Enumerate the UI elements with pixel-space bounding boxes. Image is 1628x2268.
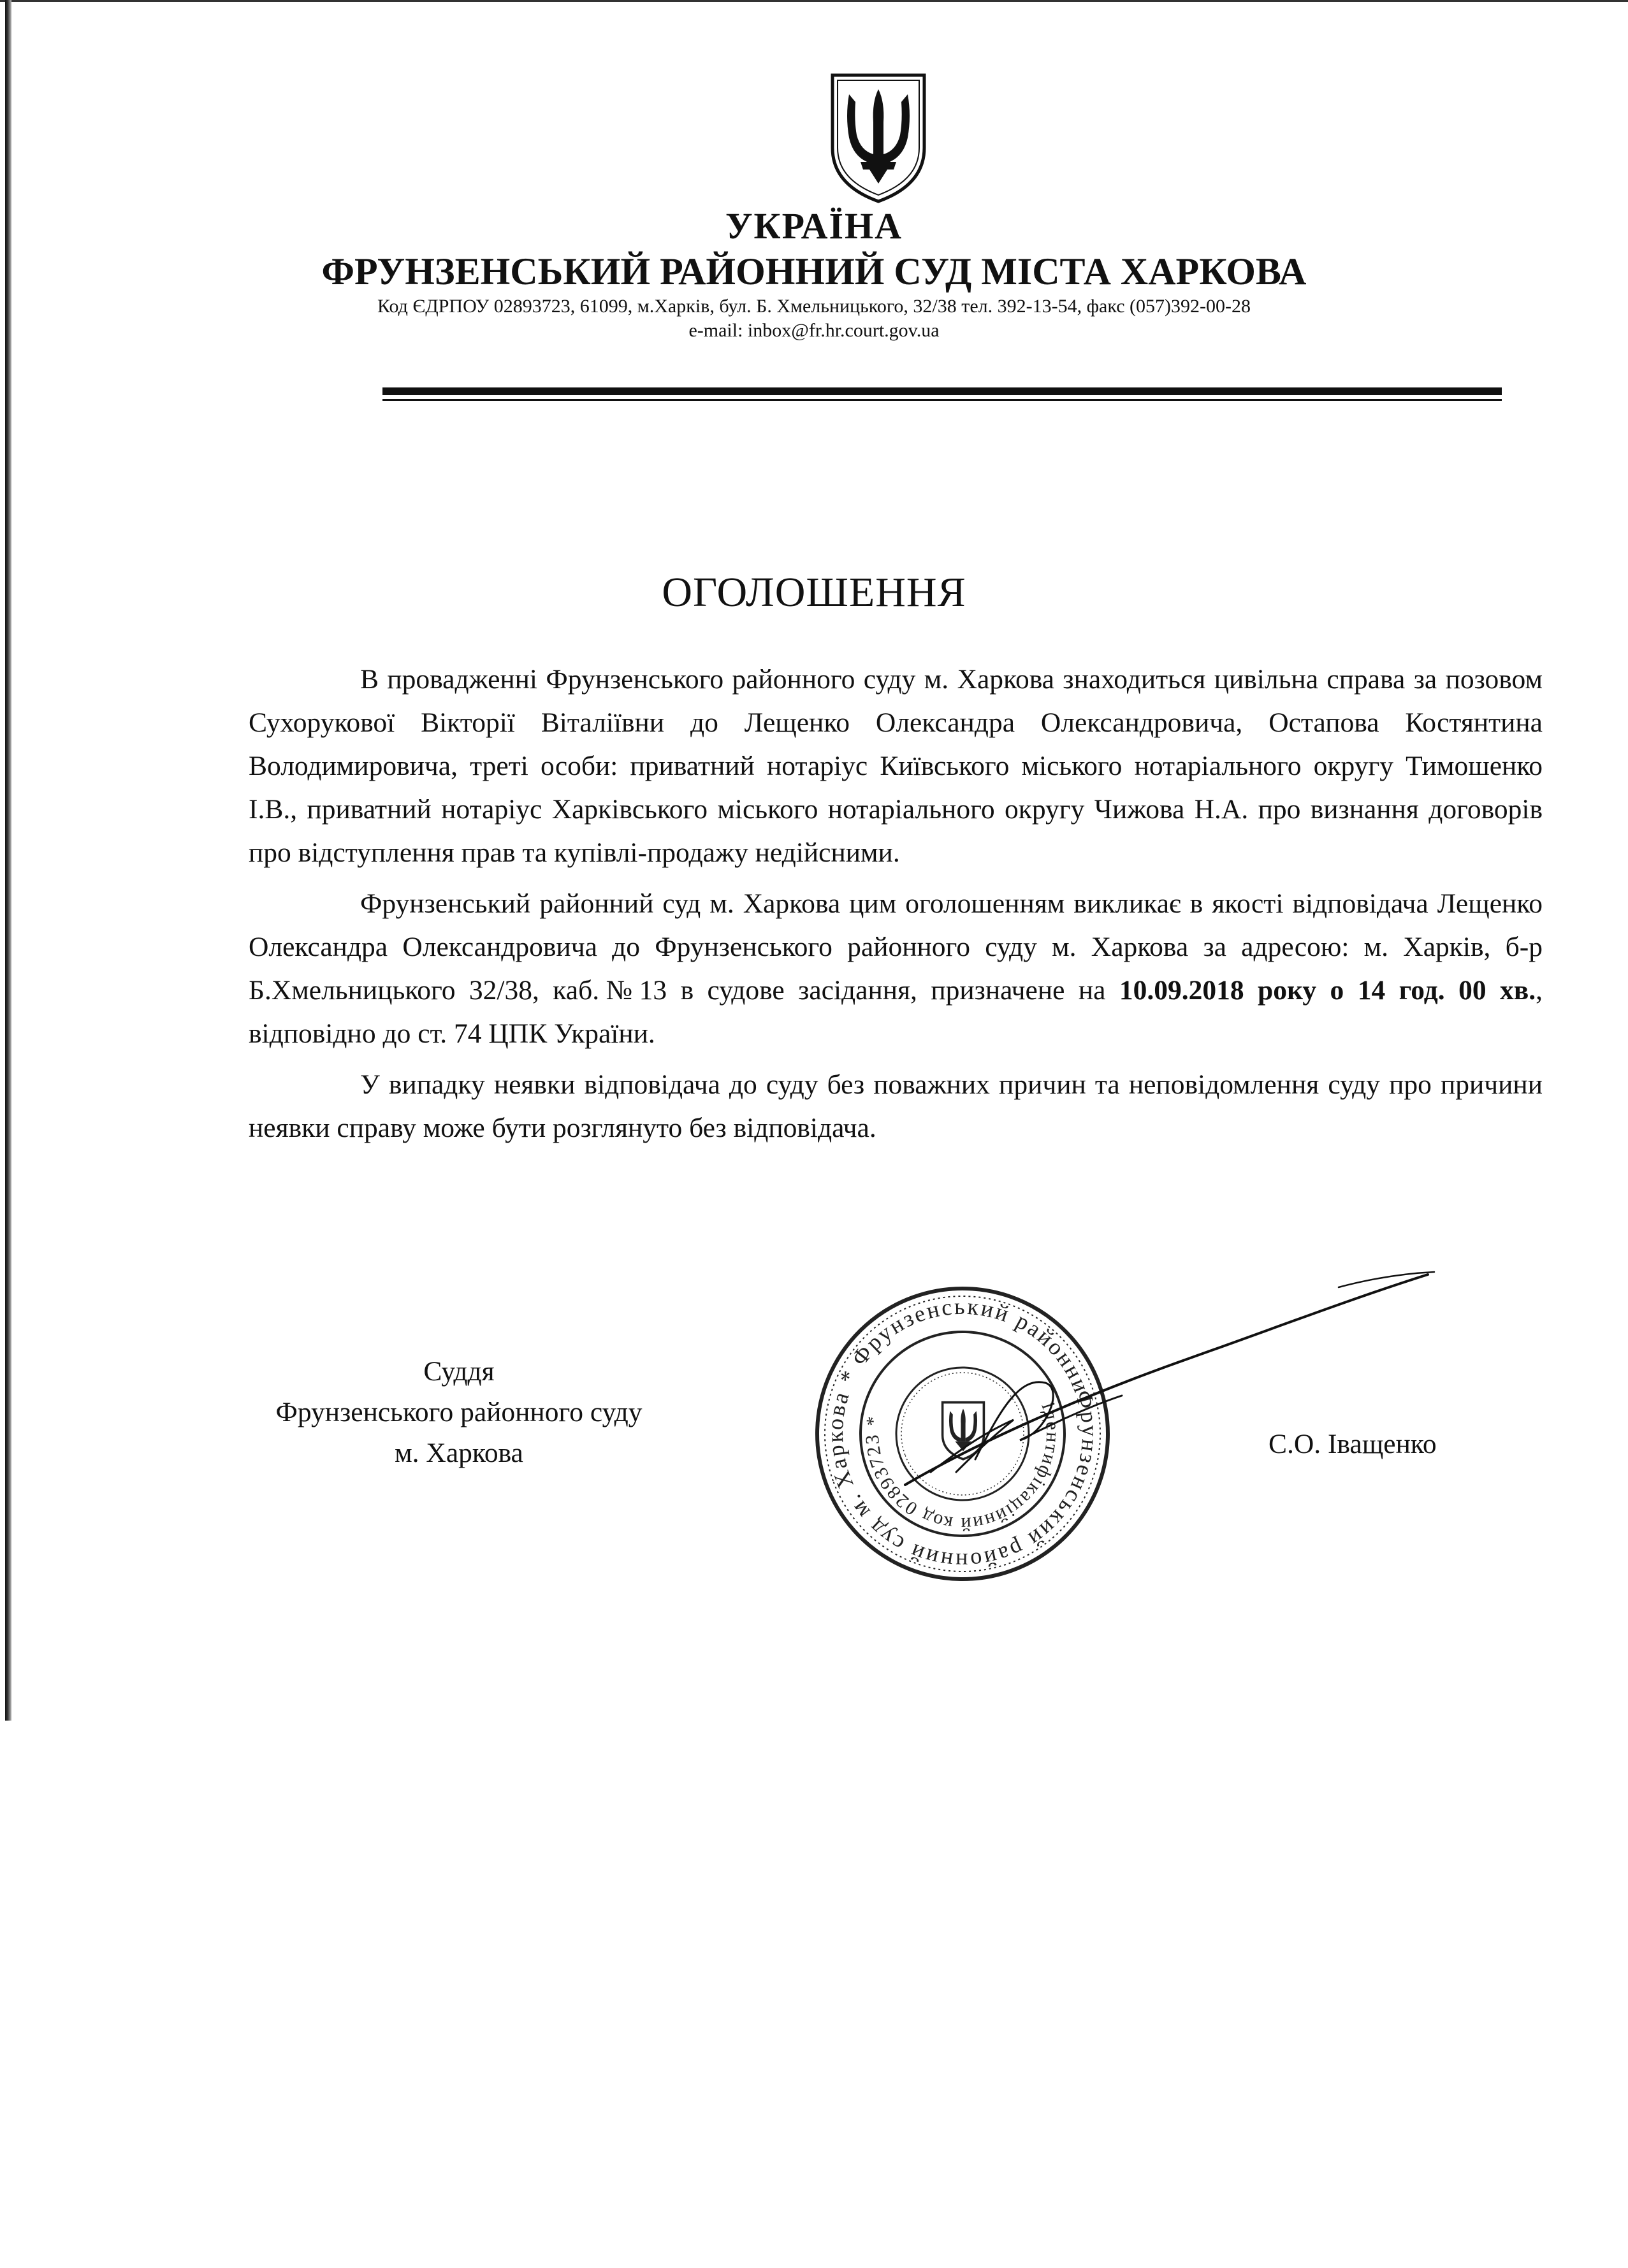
country-heading: УКРАЇНА bbox=[725, 205, 903, 247]
trident-emblem-icon bbox=[827, 71, 929, 204]
judge-title: Суддя bbox=[423, 1356, 495, 1387]
paragraph-1: В провадженні Фрунзенського районного суду м. Харкова знаходиться цивільна справа за позовом Сухорукової Вікторії Віталіївни до Лещенко Олександра Олександровича, Остапова Костянтина Володимировича, треті особи: приватний нотаріус Київського міського нотаріального округу Тимошенко І.В., приватний нотаріус Харківського міського нотаріального округу Чижова Н.А. про визнання договорів про відступлення прав та купівлі-продажу недійсними. bbox=[249, 664, 1543, 868]
signer-name: С.О. Іващенко bbox=[1268, 1429, 1437, 1459]
announcement-body bbox=[249, 658, 1543, 1150]
paragraph-2-end: , відповідно до ст. 74 ЦПК України. bbox=[249, 975, 1543, 1049]
paragraph-2-start: Фрунзенський районний суд м. Харкова цим оголошенням викликає в якості відповідача Лещенко Олександра Олександровича до Фрунзенського районного суду м. Харкова за адресою: м. Харків, б-р Б.Хмельницького 32/38, каб.№13 в судове засідання, призначене на bbox=[249, 888, 1543, 1006]
judge-city: м. Харкова bbox=[395, 1438, 523, 1468]
scan-edge-top bbox=[0, 0, 1628, 2]
svg-text:Фрунзенський районний суд м. Х: Фрунзенський районний суд м. Харкова * Фрунзенський районний bbox=[822, 1293, 1103, 1575]
document-title: ОГОЛОШЕННЯ bbox=[662, 569, 966, 616]
hearing-datetime: 10.09.2018 року о 14 год. 00 хв. bbox=[1119, 975, 1536, 1006]
court-requisites: Код ЄДРПОУ 02893723, 61099, м.Харків, бул. Б. Хмельницького, 32/38 тел. 392-13-54, факс (057)392-00-28 bbox=[377, 296, 1251, 317]
court-email: e-mail: inbox@fr.hr.court.gov.ua bbox=[688, 320, 940, 341]
judge-position-block bbox=[236, 1351, 682, 1473]
letterhead-divider-thin bbox=[382, 399, 1502, 401]
court-name-heading: ФРУНЗЕНСЬКИЙ РАЙОННИЙ СУД МІСТА ХАРКОВА bbox=[321, 250, 1307, 293]
judge-court: Фрунзенського районного суду bbox=[275, 1397, 643, 1427]
handwritten-signature-icon bbox=[892, 1249, 1441, 1517]
paragraph-3: У випадку неявки відповідача до суду без поважних причин та неповідомлення суду про причини неявки справу може бути розглянуто без відповідача. bbox=[249, 1069, 1543, 1143]
svg-text:ідентифікаційний код 02893723: ідентифікаційний код 02893723 * bbox=[861, 1399, 1064, 1535]
letterhead-divider-thick bbox=[382, 387, 1502, 395]
paragraph-2 bbox=[249, 882, 1543, 1055]
